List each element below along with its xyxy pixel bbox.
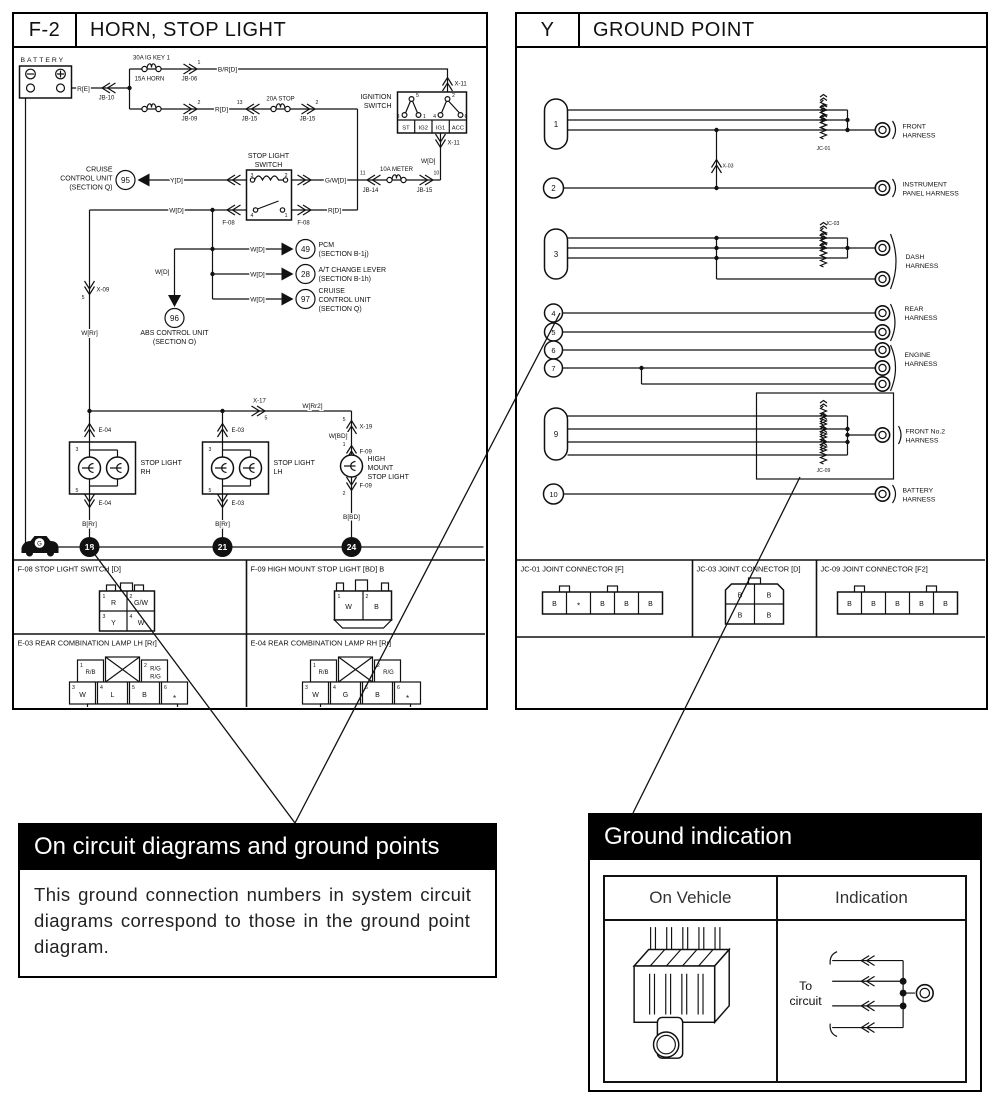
- stop-light-rh: [70, 424, 183, 529]
- indication-drawing: [778, 921, 965, 1076]
- svg-text:CRUISE: CRUISE: [86, 166, 113, 174]
- svg-text:95: 95: [121, 175, 130, 185]
- svg-text:2: 2: [377, 663, 380, 669]
- svg-text:E-04: E-04: [98, 428, 112, 434]
- svg-text:B[Rr]: B[Rr]: [215, 521, 230, 528]
- svg-text:3: 3: [75, 447, 79, 453]
- svg-text:24: 24: [346, 542, 357, 552]
- svg-text:B: B: [737, 612, 743, 620]
- svg-text:2: 2: [315, 100, 319, 106]
- svg-text:JC-03 JOINT CONNECTOR [D]: JC-03 JOINT CONNECTOR [D]: [696, 564, 801, 574]
- joint-connector-block-icon: [634, 927, 729, 1058]
- svg-text:18: 18: [84, 542, 95, 552]
- svg-text:X-19: X-19: [359, 424, 373, 431]
- svg-text:(SECTION Q): (SECTION Q): [318, 306, 362, 313]
- svg-text:E-04: E-04: [98, 501, 112, 507]
- wire-label-wd2: W[D]: [169, 207, 184, 215]
- svg-text:1: 1: [423, 114, 426, 120]
- svg-text:B: B: [375, 692, 380, 699]
- svg-text:HARNESS: HARNESS: [904, 315, 938, 322]
- wire-label-brd: B/R[D]: [217, 66, 238, 74]
- connector-detail-jc09: [821, 565, 958, 615]
- ground-point-circuit: [517, 48, 985, 707]
- connector-jb06: JB-06: [181, 76, 198, 83]
- harness-connector-icon: [875, 343, 889, 357]
- svg-text:6: 6: [397, 685, 400, 691]
- callout-title: Ground indication: [590, 815, 980, 860]
- svg-text:3: 3: [208, 447, 212, 453]
- svg-text:4: 4: [433, 114, 436, 120]
- svg-text:2: 2: [144, 663, 147, 669]
- svg-text:HIGH: HIGH: [367, 456, 385, 463]
- svg-text:1: 1: [102, 594, 106, 600]
- svg-text:CRUISE: CRUISE: [318, 288, 345, 295]
- svg-text:6: 6: [551, 346, 556, 355]
- svg-text:PANEL HARNESS: PANEL HARNESS: [902, 190, 959, 198]
- connector-x09: X-09: [96, 287, 110, 294]
- stop-light-lh: [203, 424, 316, 529]
- pin-1: 1: [197, 60, 201, 66]
- connector-detail-e03: [18, 639, 188, 708]
- harness-connector-icon: [875, 272, 889, 286]
- svg-text:49: 49: [301, 244, 310, 254]
- svg-text:9: 9: [553, 430, 559, 439]
- svg-text:JB-14: JB-14: [362, 188, 379, 194]
- svg-text:3: 3: [305, 685, 308, 691]
- svg-text:7: 7: [551, 364, 556, 373]
- svg-text:R/G: R/G: [150, 666, 161, 673]
- harness-connector-icon: [875, 306, 889, 320]
- ignition-switch: [360, 92, 467, 133]
- svg-text:5: 5: [365, 685, 368, 691]
- column-indication: Indication: [835, 888, 908, 907]
- wire-label-wrr2: W[Rr2]: [302, 403, 323, 410]
- svg-text:B: B: [737, 592, 743, 600]
- svg-text:B[Rr]: B[Rr]: [82, 521, 97, 528]
- cruise-control-unit-95: [60, 167, 149, 192]
- svg-text:B: B: [648, 601, 653, 608]
- callout-title: On circuit diagrams and ground points: [20, 825, 495, 870]
- svg-text:30A IG KEY 1: 30A IG KEY 1: [133, 55, 170, 62]
- battery: [20, 57, 72, 98]
- svg-text:INSTRUMENT: INSTRUMENT: [902, 181, 948, 189]
- svg-text:JC-09 JOINT CONNECTOR [F2]: JC-09 JOINT CONNECTOR [F2]: [820, 564, 928, 574]
- svg-text:F-09 HIGH MOUNT STOP LIGHT [BD: F-09 HIGH MOUNT STOP LIGHT [BD] B: [250, 564, 385, 574]
- svg-text:JB-15: JB-15: [299, 116, 316, 123]
- svg-text:W[D]: W[D]: [250, 246, 265, 254]
- svg-text:W[BD]: W[BD]: [328, 433, 348, 440]
- svg-text:R/G: R/G: [383, 670, 394, 676]
- diagram-code: Y: [517, 14, 580, 46]
- svg-text:B: B: [142, 692, 147, 699]
- connector-x03: X-03: [722, 163, 734, 170]
- svg-text:1: 1: [80, 663, 83, 669]
- svg-text:R/G: R/G: [150, 674, 161, 681]
- svg-text:G: G: [37, 541, 42, 548]
- svg-text:20A STOP: 20A STOP: [266, 96, 295, 103]
- svg-text:W[D]: W[D]: [250, 296, 265, 304]
- svg-text:STOP LIGHT: STOP LIGHT: [273, 460, 315, 467]
- svg-text:R[D]: R[D]: [215, 106, 228, 114]
- wire-label-re: R[E]: [77, 85, 90, 93]
- svg-text:11: 11: [360, 170, 366, 177]
- svg-text:W[D]: W[D]: [155, 269, 170, 276]
- connector-x11-top: X-11: [454, 81, 467, 88]
- svg-text:3: 3: [72, 685, 75, 691]
- svg-text:MOUNT: MOUNT: [367, 465, 394, 472]
- connector-detail-e04: [251, 639, 421, 708]
- svg-text:W: W: [312, 692, 319, 699]
- diagram-code: F-2: [14, 14, 77, 46]
- svg-text:SWITCH: SWITCH: [363, 103, 392, 110]
- ground-point-21: [213, 537, 233, 557]
- horn-stop-light-panel: [12, 12, 488, 710]
- svg-text:E-03 REAR COMBINATION LAMP LH: E-03 REAR COMBINATION LAMP LH [Rr]: [17, 638, 157, 648]
- harness-connector-icon: [875, 361, 889, 375]
- horn-stop-light-circuit: [14, 48, 485, 707]
- svg-text:HARNESS: HARNESS: [902, 496, 936, 504]
- svg-text:B: B: [374, 604, 379, 611]
- svg-text:IGNITION: IGNITION: [360, 94, 392, 101]
- battery-label: BATTERY: [20, 57, 66, 64]
- rear-harness-label: REAR: [904, 306, 924, 313]
- svg-text:4: 4: [551, 309, 556, 318]
- svg-text:F-09: F-09: [359, 449, 372, 456]
- svg-text:10: 10: [433, 170, 440, 177]
- svg-text:2: 2: [365, 594, 369, 600]
- svg-text:STOP LIGHT: STOP LIGHT: [140, 460, 182, 467]
- svg-text:FRONT: FRONT: [902, 123, 926, 131]
- svg-text:1: 1: [342, 442, 346, 448]
- svg-text:13: 13: [236, 100, 243, 106]
- svg-text:HARNESS: HARNESS: [905, 437, 939, 445]
- svg-text:B: B: [766, 592, 772, 600]
- connector-detail-jc03: [697, 565, 801, 625]
- svg-text:B: B: [943, 601, 948, 608]
- harness-connector-icon: [875, 325, 889, 339]
- svg-text:circuit: circuit: [789, 993, 822, 1008]
- svg-text:G/W[D]: G/W[D]: [324, 177, 347, 185]
- wire-label-wd: W[D]: [421, 158, 436, 165]
- svg-text:4: 4: [100, 685, 103, 691]
- ground-indication-symbol: [789, 952, 933, 1037]
- ground-point-panel: [515, 12, 988, 710]
- svg-text:B: B: [600, 601, 605, 608]
- svg-text:PCM: PCM: [318, 242, 335, 249]
- connector-detail-f09: [251, 565, 392, 629]
- svg-text:B[BD]: B[BD]: [343, 514, 360, 521]
- svg-text:96: 96: [170, 313, 179, 323]
- svg-text:5: 5: [416, 93, 419, 99]
- svg-text:ACC: ACC: [451, 125, 465, 132]
- cruise-control-branch-97: [250, 288, 371, 313]
- svg-text:HARNESS: HARNESS: [902, 132, 936, 140]
- svg-text:STOP LIGHT: STOP LIGHT: [367, 474, 409, 481]
- ground-indication-callout: [588, 813, 982, 1092]
- harness-connector-icon: [875, 487, 889, 501]
- connector-x17: X-17: [253, 398, 266, 405]
- svg-text:A/T CHANGE LEVER: A/T CHANGE LEVER: [318, 267, 387, 274]
- svg-text:5: 5: [264, 415, 268, 422]
- joint-connector-jc03: JC-03: [825, 221, 840, 227]
- svg-text:1: 1: [553, 120, 559, 129]
- joint-connector-jc01: JC-01: [816, 146, 831, 152]
- harness-connector-icon: [875, 123, 889, 137]
- svg-text:5: 5: [342, 417, 346, 423]
- svg-text:3: 3: [250, 173, 254, 179]
- svg-text:4: 4: [333, 685, 336, 691]
- svg-text:*: *: [172, 694, 177, 703]
- svg-text:5: 5: [75, 488, 79, 494]
- svg-text:W: W: [137, 620, 145, 627]
- ground-9: [545, 393, 946, 479]
- ground-1: [545, 95, 936, 153]
- svg-text:SWITCH: SWITCH: [254, 162, 283, 169]
- connector-f08: F-08: [222, 220, 235, 227]
- svg-text:10: 10: [549, 490, 558, 499]
- connector-detail-f08: [18, 565, 155, 632]
- svg-text:2: 2: [197, 100, 201, 106]
- ground-point-24: [342, 537, 362, 557]
- svg-text:28: 28: [301, 269, 310, 279]
- svg-text:R/B: R/B: [318, 670, 329, 676]
- svg-text:JB-15: JB-15: [241, 116, 258, 123]
- svg-text:B: B: [766, 612, 772, 620]
- svg-text:G: G: [342, 692, 349, 699]
- ground-car-icon: [22, 536, 59, 557]
- svg-text:B: B: [552, 601, 557, 608]
- svg-text:(SECTION O): (SECTION O): [152, 339, 197, 346]
- wire-label-wrr: W[Rr]: [81, 330, 98, 337]
- svg-text:B: B: [919, 601, 924, 608]
- engine-harness-label: ENGINE: [904, 352, 931, 359]
- column-on-vehicle: On Vehicle: [605, 877, 778, 919]
- connector-detail-jc01: [521, 565, 663, 615]
- svg-text:*: *: [405, 694, 410, 703]
- svg-text:*: *: [576, 601, 581, 611]
- svg-text:(SECTION Q): (SECTION Q): [69, 184, 113, 192]
- svg-text:Y: Y: [111, 620, 116, 627]
- svg-text:3: 3: [102, 614, 106, 620]
- stop-light-switch: [247, 153, 292, 220]
- svg-text:(SECTION B-1j): (SECTION B-1j): [318, 251, 369, 258]
- svg-text:B: B: [624, 601, 629, 608]
- svg-text:CONTROL UNIT: CONTROL UNIT: [60, 175, 113, 183]
- diagram-title: GROUND POINT: [593, 18, 755, 41]
- svg-text:LH: LH: [273, 469, 283, 476]
- svg-text:FRONT No.2: FRONT No.2: [905, 428, 946, 436]
- harness-connector-icon: [875, 377, 889, 391]
- svg-text:5: 5: [208, 488, 212, 494]
- diagram-title: HORN, STOP LIGHT: [90, 18, 287, 41]
- svg-text:CONTROL UNIT: CONTROL UNIT: [318, 297, 371, 304]
- svg-text:6: 6: [164, 685, 167, 691]
- connector-jb10: JB-10: [98, 95, 115, 102]
- svg-text:IG2: IG2: [418, 125, 428, 132]
- svg-text:1: 1: [337, 594, 341, 600]
- svg-text:3: 3: [553, 250, 559, 259]
- harness-connector-icon: [875, 241, 889, 255]
- svg-text:HARNESS: HARNESS: [904, 361, 938, 368]
- svg-text:(SECTION B-1h): (SECTION B-1h): [318, 276, 372, 283]
- svg-text:RH: RH: [140, 469, 151, 476]
- svg-text:2: 2: [342, 491, 346, 497]
- svg-text:4: 4: [250, 213, 254, 219]
- svg-text:15A HORN: 15A HORN: [134, 76, 165, 83]
- svg-text:JC-01 JOINT CONNECTOR [F]: JC-01 JOINT CONNECTOR [F]: [520, 564, 624, 574]
- svg-text:2: 2: [452, 93, 455, 99]
- wire-label-yd: Y[D]: [170, 177, 183, 185]
- svg-text:2: 2: [551, 184, 556, 193]
- ground-points-callout: [18, 823, 497, 978]
- svg-text:W: W: [345, 604, 352, 611]
- connector-x11-bottom: X-11: [447, 140, 460, 147]
- svg-text:ABS CONTROL UNIT: ABS CONTROL UNIT: [140, 330, 209, 337]
- svg-text:L: L: [110, 692, 115, 699]
- svg-text:E-03: E-03: [231, 428, 245, 434]
- svg-text:4: 4: [129, 614, 133, 620]
- svg-text:5: 5: [551, 328, 556, 337]
- svg-text:B: B: [895, 601, 900, 608]
- svg-text:F-09: F-09: [359, 483, 372, 490]
- svg-text:R/B: R/B: [85, 670, 96, 676]
- svg-text:2: 2: [129, 594, 133, 600]
- svg-text:JB-15: JB-15: [416, 188, 433, 194]
- svg-text:1: 1: [313, 663, 316, 669]
- svg-text:E-03: E-03: [231, 501, 245, 507]
- svg-text:G/W: G/W: [134, 600, 148, 607]
- svg-text:JB-09: JB-09: [181, 116, 198, 123]
- harness-connector-icon: [875, 428, 889, 442]
- svg-text:F-08 STOP LIGHT SWITCH [D]: F-08 STOP LIGHT SWITCH [D]: [17, 564, 121, 574]
- svg-text:IG1: IG1: [435, 125, 446, 132]
- svg-text:10A METER: 10A METER: [379, 167, 414, 173]
- connector-f08: F-08: [297, 220, 310, 227]
- svg-text:97: 97: [301, 294, 310, 304]
- svg-text:R: R: [110, 600, 117, 607]
- svg-text:DASH: DASH: [905, 254, 925, 261]
- svg-text:1: 1: [284, 213, 288, 219]
- panel-header: [517, 14, 986, 48]
- to-circuit-label: To: [798, 979, 812, 994]
- svg-text:W: W: [79, 692, 86, 699]
- wire-label-rd2: R[D]: [328, 207, 341, 215]
- ground-7: [545, 359, 890, 391]
- svg-text:STOP LIGHT: STOP LIGHT: [247, 153, 290, 160]
- on-vehicle-drawing: [605, 921, 776, 1076]
- ground-indication-table: [603, 875, 967, 1083]
- panel-header: [14, 14, 486, 48]
- svg-text:ST: ST: [402, 125, 410, 132]
- svg-text:3: 3: [396, 114, 400, 120]
- svg-text:B: B: [871, 601, 876, 608]
- svg-text:W[D]: W[D]: [250, 271, 265, 279]
- svg-text:5: 5: [81, 295, 85, 301]
- svg-text:BATTERY: BATTERY: [902, 487, 934, 495]
- high-mount-stop-light: [329, 417, 410, 521]
- joint-connector-jc09: JC-09: [816, 468, 831, 474]
- callout-body: This ground connection numbers in system circuit diagrams correspond to those in the ground point diagram.: [34, 884, 472, 957]
- ground-point-18: [80, 537, 100, 557]
- wires: [563, 110, 876, 494]
- harness-connector-icon: [875, 181, 889, 195]
- svg-text:5: 5: [132, 685, 135, 691]
- svg-text:6: 6: [464, 114, 468, 120]
- svg-text:E-04 REAR COMBINATION LAMP RH: E-04 REAR COMBINATION LAMP RH [Rr]: [250, 638, 392, 648]
- svg-text:HARNESS: HARNESS: [905, 263, 939, 270]
- svg-text:21: 21: [217, 542, 228, 552]
- svg-text:B: B: [847, 601, 852, 608]
- svg-text:2: 2: [284, 173, 288, 179]
